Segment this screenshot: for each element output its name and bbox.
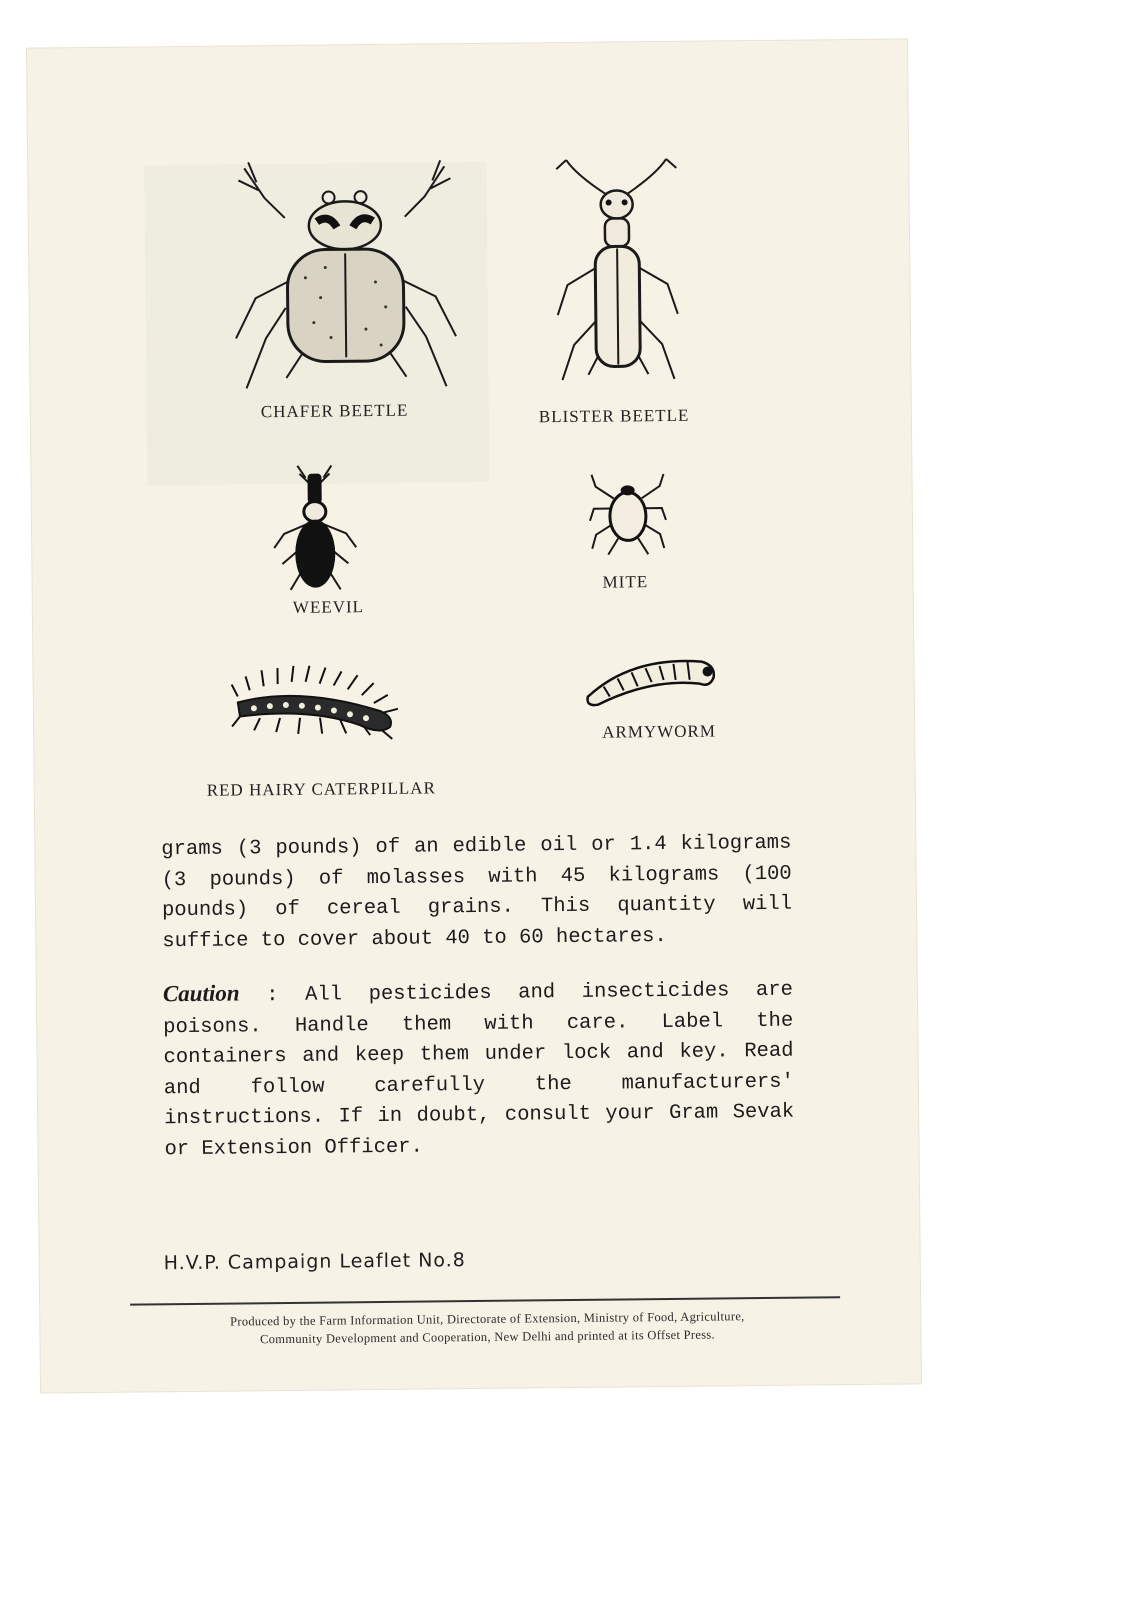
leaflet-page [27, 39, 921, 1392]
caution-heading: Caution [162, 980, 240, 1007]
insect-label: ARMYWORM [602, 721, 717, 742]
armyworm-icon [581, 647, 722, 708]
blister-beetle-icon [536, 154, 699, 396]
weevil-icon [269, 463, 360, 594]
insect-label: BLISTER BEETLE [538, 405, 690, 427]
mite-icon [587, 468, 668, 559]
credits-line: Community Development and Cooperation, New Delhi and printed at its Offset Press. [259, 1327, 716, 1347]
leaflet-number: H.V.P. Campaign Leaflet No.8 [163, 1249, 466, 1275]
insect-label: MITE [602, 572, 649, 592]
caterpillar-icon [229, 655, 410, 747]
footer-divider [130, 1296, 840, 1305]
insect-label: RED HAIRY CATERPILLAR [206, 778, 436, 800]
credits-line: Produced by the Farm Information Unit, Directorate of Extension, Ministry of Food, Agriculture, [229, 1309, 745, 1329]
publisher-credits [122, 1306, 852, 1350]
insect-label: CHAFER BEETLE [260, 400, 409, 422]
insect-label: WEEVIL [292, 597, 365, 617]
chafer-beetle-icon [224, 156, 467, 399]
caution-text: : All pesticides and insecticides are poisons. Handle them with care. Label the containers and keep them under lock and key. Read and follow carefully the manufacturers' instructions. If in doubt, consult your Gram Sevak or Extension Officer. [163, 978, 795, 1161]
caution-paragraph [163, 973, 795, 1166]
body-paragraph: grams (3 pounds) of an edible oil or 1.4 kilograms (3 pounds) of molasses with 45 kilograms (100 pounds) of cereal grains. This quantity will suffice to cover about 40 to 60 hectares. [161, 831, 793, 953]
